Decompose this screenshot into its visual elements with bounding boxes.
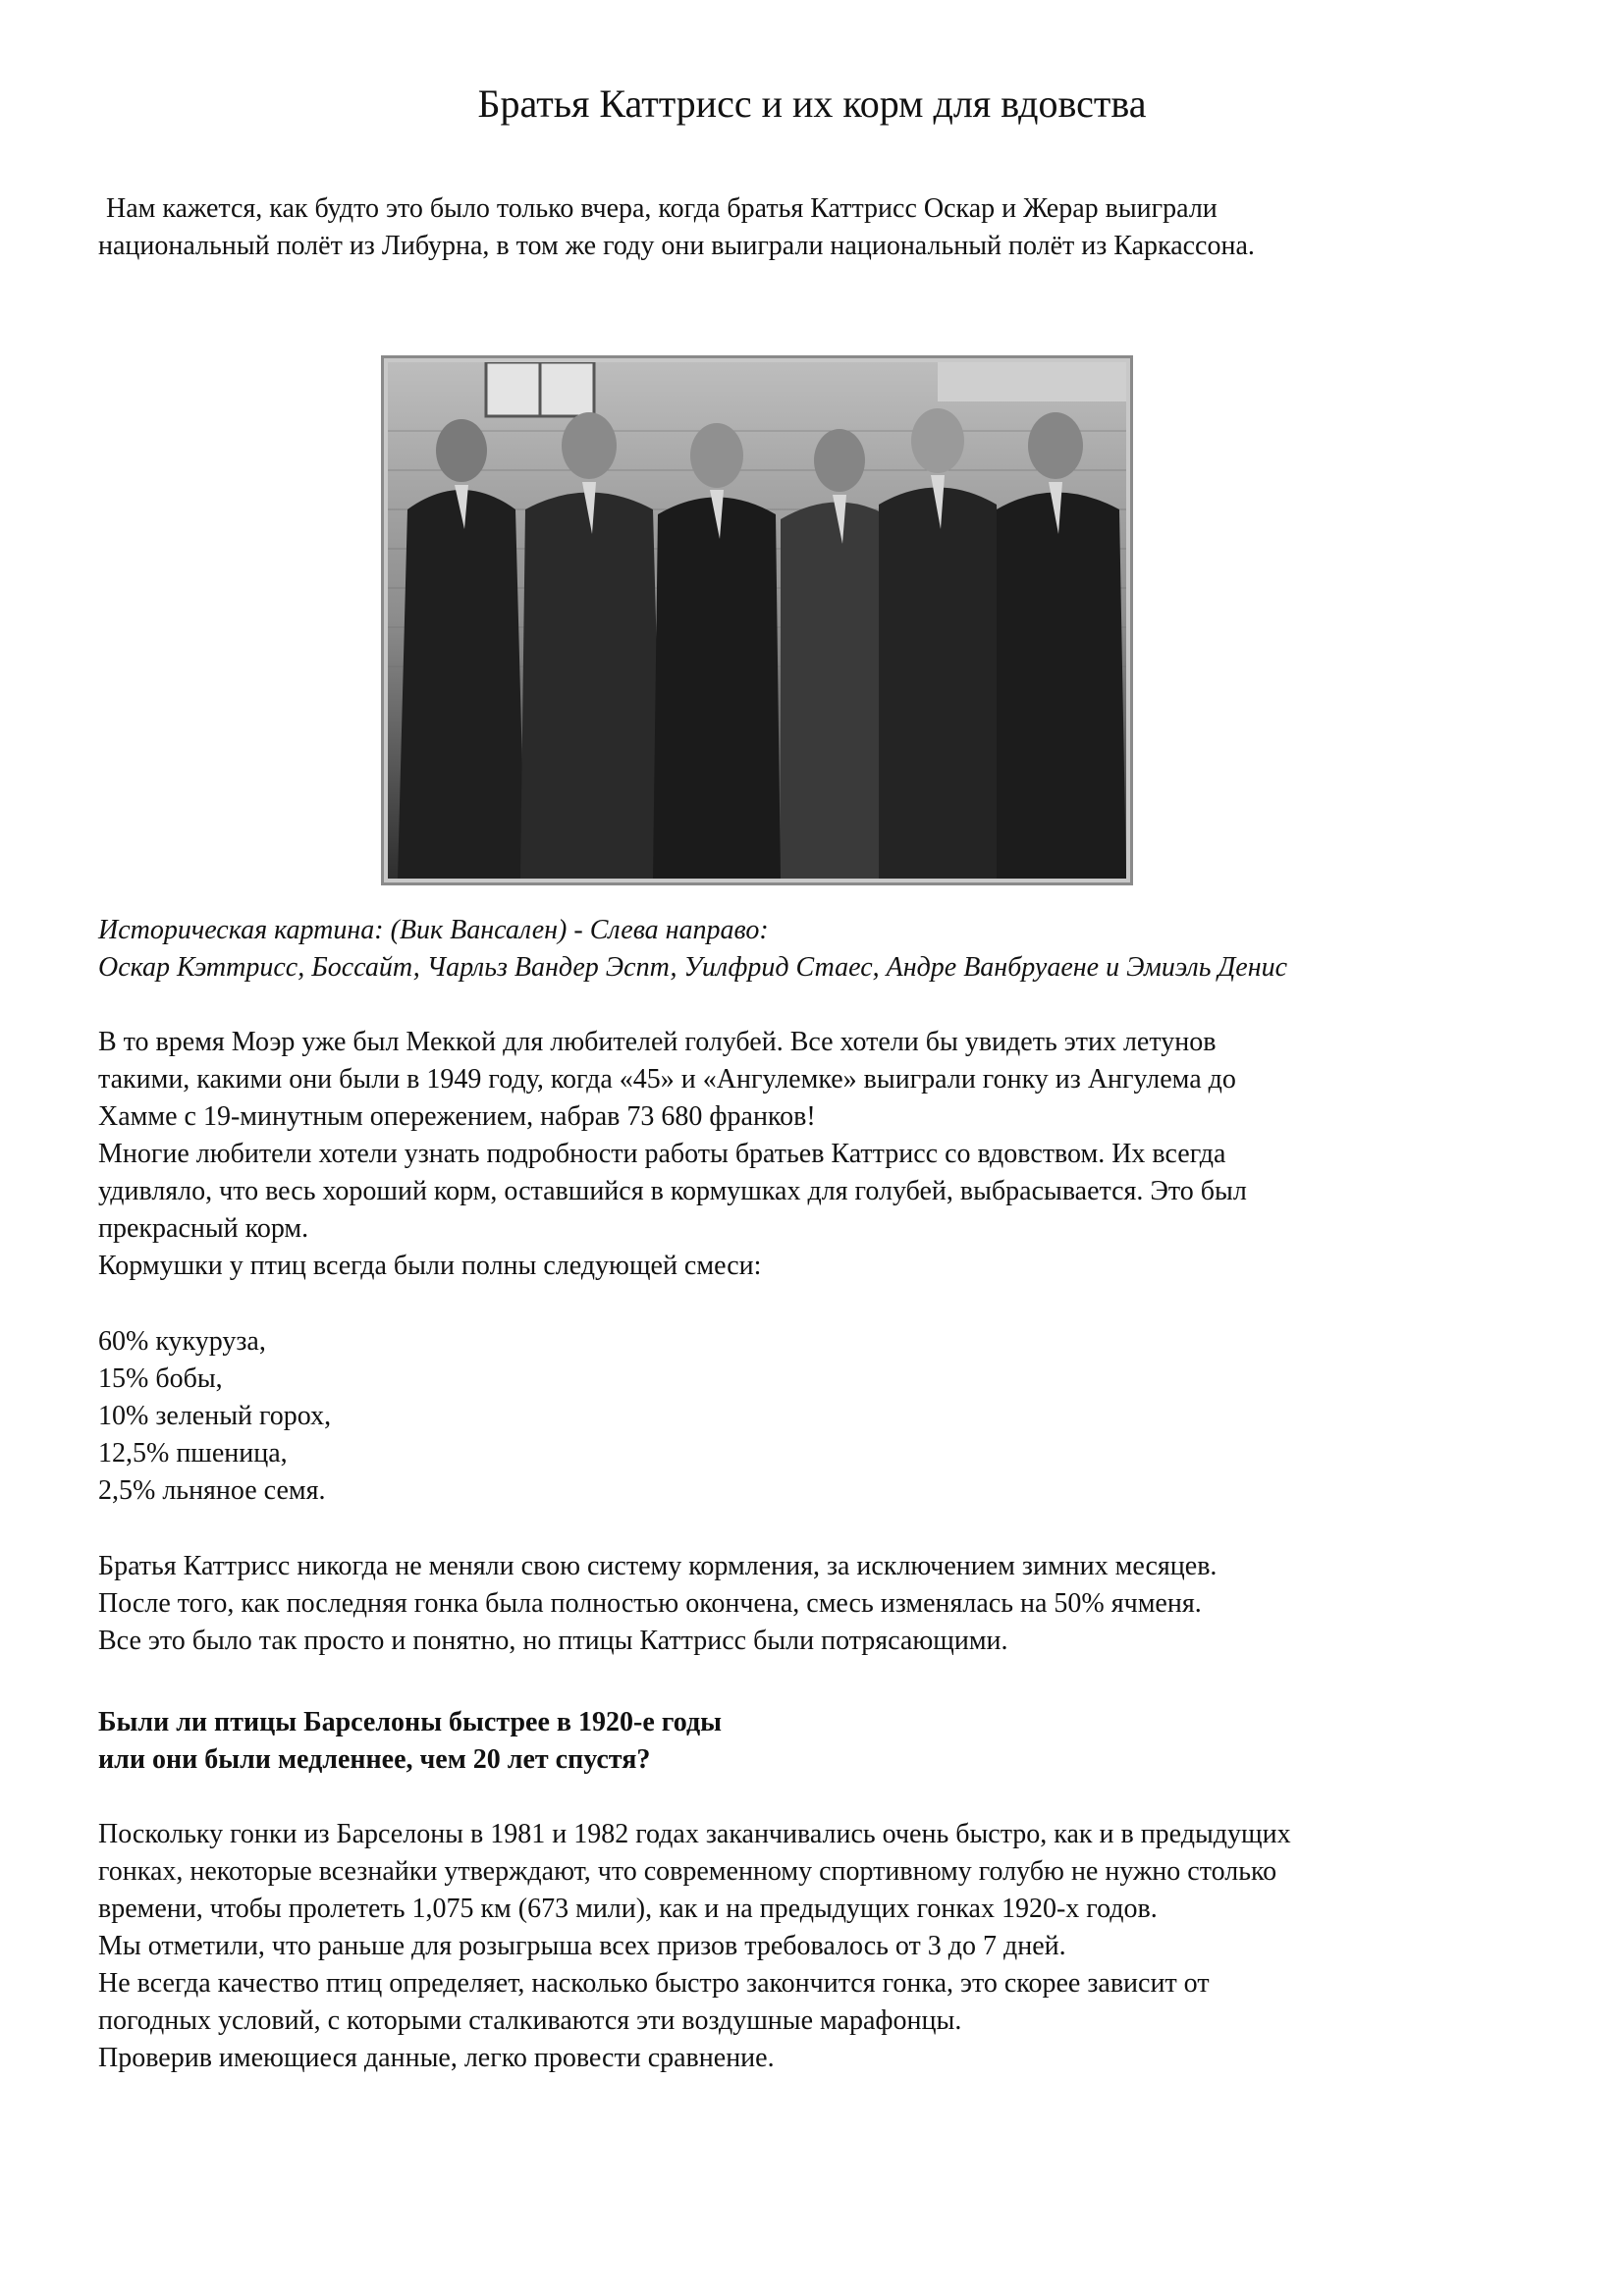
text-line: удивляло, что весь хороший корм, оставшийся в кормушках для голубей, выбрасывается. Это был: [98, 1176, 1247, 1206]
paragraph-barcelona: [98, 1816, 1571, 2077]
text-line: Мы отметили, что раньше для розыгрыша всех призов требовалось от 3 до 7 дней.: [98, 1931, 1066, 1961]
paragraph-feeding-system: [98, 1548, 1571, 1660]
list-item: 2,5% льняное семя.: [98, 1475, 326, 1506]
text-line: погодных условий, с которыми сталкиваются эти воздушные марафонцы.: [98, 2005, 962, 2036]
text-line: национальный полёт из Либурна, в том же году они выиграли национальный полёт из Каркассона.: [98, 231, 1255, 261]
historical-photo-icon: [388, 362, 1126, 879]
text-line: Не всегда качество птиц определяет, насколько быстро закончится гонка, это скорее зависит от: [98, 1968, 1210, 1999]
list-item: 10% зеленый горох,: [98, 1401, 332, 1431]
text-line: Историческая картина: (Вик Вансален) - Слева направо:: [98, 915, 769, 945]
text-line: После того, как последняя гонка была полностью окончена, смесь изменялась на 50% ячменя.: [98, 1588, 1202, 1619]
section-heading: [98, 1704, 1571, 1779]
list-item: 15% бобы,: [98, 1363, 223, 1394]
text-line: такими, какими они были в 1949 году, когда «45» и «Ангулемке» выиграли гонку из Ангулема до: [98, 1064, 1236, 1095]
feed-mix-list: [98, 1323, 1571, 1510]
text-line: времени, чтобы пролететь 1,075 км (673 мили), как и на предыдущих гонках 1920-х годов.: [98, 1894, 1158, 1924]
intro-paragraph: [98, 190, 1571, 265]
text-line: В то время Моэр уже был Меккой для любителей голубей. Все хотели бы увидеть этих летунов: [98, 1027, 1217, 1057]
historical-photo: [381, 355, 1133, 885]
text-line: Были ли птицы Барселоны быстрее в 1920-е годы: [98, 1707, 722, 1737]
text-line: Поскольку гонки из Барселоны в 1981 и 1982 годах заканчивались очень быстро, как и в предыдущих: [98, 1819, 1291, 1849]
text-line: Нам кажется, как будто это было только вчера, когда братья Каттрисс Оскар и Жерар выиграли: [106, 193, 1218, 224]
page-title: Братья Каттрисс и их корм для вдовства: [477, 81, 1147, 126]
list-item: 60% кукуруза,: [98, 1326, 266, 1357]
text-line: Проверив имеющиеся данные, легко провести сравнение.: [98, 2043, 775, 2073]
text-line: Оскар Кэттрисс, Боссайт, Чарльз Вандер Эспт, Уилфрид Стаес, Андре Ванбруаене и Эмиэль Денис: [98, 952, 1288, 983]
photo-caption: [98, 912, 1571, 987]
text-line: Все это было так просто и понятно, но птицы Каттрисс были потрясающими.: [98, 1626, 1008, 1656]
text-line: Кормушки у птиц всегда были полны следующей смеси:: [98, 1251, 762, 1281]
text-line: Многие любители хотели узнать подробности работы братьев Каттрисс со вдовством. Их всегда: [98, 1139, 1226, 1169]
text-line: Хамме с 19-минутным опережением, набрав 73 680 франков!: [98, 1101, 816, 1132]
text-line: Братья Каттрисс никогда не меняли свою систему кормления, за исключением зимних месяцев.: [98, 1551, 1218, 1581]
text-line: прекрасный корм.: [98, 1213, 309, 1244]
paragraph-history: [98, 1024, 1571, 1285]
text-line: или они были медленнее, чем 20 лет спустя?: [98, 1744, 651, 1775]
text-line: гонках, некоторые всезнайки утверждают, что современному спортивному голубю не нужно столько: [98, 1856, 1277, 1887]
list-item: 12,5% пшеница,: [98, 1438, 288, 1468]
